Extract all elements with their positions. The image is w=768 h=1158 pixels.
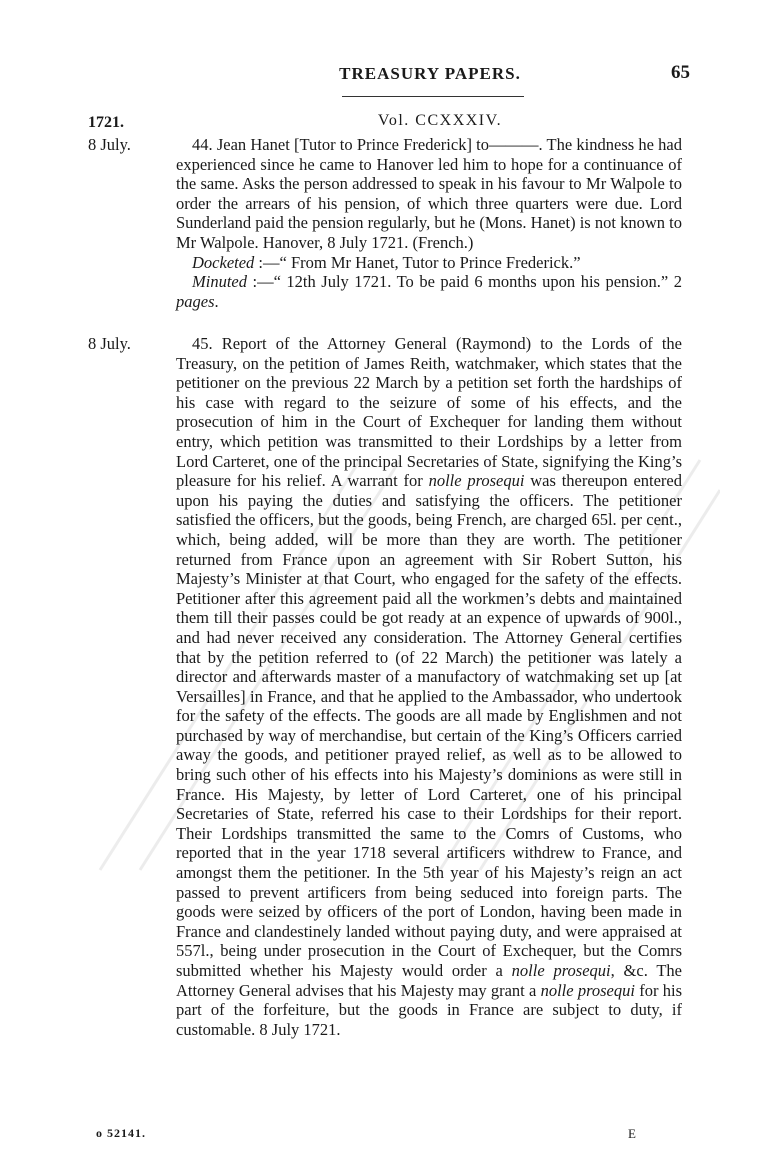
running-head: TREASURY PAPERS.	[339, 64, 521, 83]
minuted-note: Minuted :—“ 12th July 1721. To be paid 6 months upon his pension.” 2 pages.	[176, 272, 682, 311]
entry-paragraph: 45. Report of the Attorney General (Raymond) to the Lords of the Treasury, on the petition of James Reith, watchmaker, which states that the petitioner on the previous 22 March by a petition set forth the hardships of his case with regard to the seizure of some of his effects, and the prosecution of him in the Court of Exchequer for landing them without entry, which petition was transmitted to their Lordships by a letter from Lord Carteret, one of the principal Secretaries of State, signifying the King’s pleasure for his relief. A warrant for nolle prosequi was thereupon entered upon his paying the duties and satisfying the officers. The petitioner satisfied the officers, but the goods, being French, are charged 65l. per cent., which, being added, will be more than they are worth. The petitioner returned from France upon an agreement with Sir Robert Sutton, his Majesty’s Minister at that Court, who engaged for the safety of the effects. Petitioner after this agreement paid all the workmen’s debts and maintained them till their passes could be got ready at an expence of upwards of 900l., and had never received any consideration. The Attorney General certifies that by the petition referred to (of 22 March) the petitioner was lately a director and afterwards master of a manufactory of watchmaking set up [at Versailles] in France, and that he applied to the Ambassador, who undertook for the safety of the effects. The goods are all made by Englishmen and not purchased by way of merchandise, but certain of the King’s Officers carried away the goods, and petitioner prayed relief, as well as to be allowed to bring such other of his effects into his Majesty’s dominions as were still in France. His Majesty, by letter of Lord Carteret, one of his principal Secretaries of State, referred his case to their Lordships for their report. Their Lordships transmitted the same to the Comrs of Customs, who reported that in the year 1718 several artificers withdrew to France, and amongst them the petitioner. In the 5th year of his Majesty’s reign an act passed to prevent artificers from being seduced into foreign parts. The goods were seized by officers of the port of London, having been made in France and clandestinely landed without paying duty, and were appraised at 557l., being under prosecution in the Court of Exchequer, but the Comrs submitted whether his Majesty would order a nolle prosequi, &c. The Attorney General advises that his Majesty may grant a nolle prosequi for his part of the forfeiture, but the goods in France are subject to duty, if customable. 8 July 1721.	[176, 334, 683, 1039]
entry-paragraph: 44. Jean Hanet [Tutor to Prince Frederick] to———. The kindness he had experienced since he came to Hanover led him to hope for a continuance of the same. Asks the person addressed to speak in his favour to Mr Walpole to order the arrears of his pension, of which three quarters were due. Lord Sunderland paid the pension regularly, but he (Mons. Hanet) is not known to Mr Walpole. Hanover, 8 July 1721. (French.)	[176, 135, 682, 252]
year-marker: 1721.	[88, 114, 124, 131]
docketed-note: Docketed :—“ From Mr Hanet, Tutor to Prince Frederick.”	[192, 252, 581, 272]
header-rule	[342, 96, 524, 97]
signature-letter: E	[628, 1126, 636, 1141]
entry-date: 8 July.	[88, 334, 131, 353]
entry-body	[176, 334, 682, 1039]
entry-45	[88, 334, 688, 1124]
volume-heading: Vol. CCXXXIV.	[377, 112, 503, 129]
page-number: 65	[671, 62, 690, 83]
entry-body	[176, 135, 682, 311]
printer-signature: o 52141.	[96, 1126, 146, 1140]
entry-44	[88, 135, 688, 325]
entry-date: 8 July.	[88, 135, 131, 154]
